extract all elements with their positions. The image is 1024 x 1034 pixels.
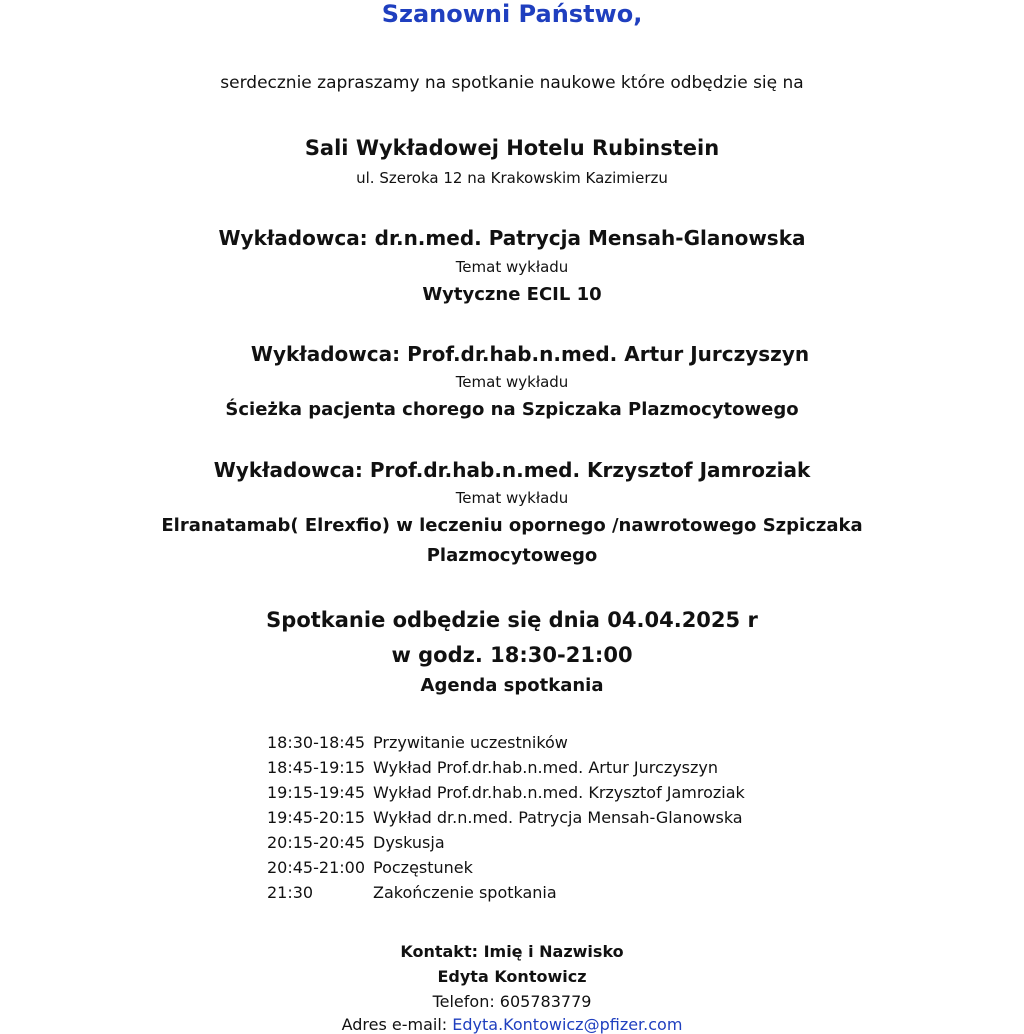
lecture-topic-2: Ścieżka pacjenta chorego na Szpiczaka Plazmocytowego xyxy=(225,399,799,420)
agenda-title: Agenda spotkania xyxy=(420,675,604,696)
contact-phone: Telefon: 605783779 xyxy=(432,992,592,1011)
agenda-time: 21:30 xyxy=(267,883,314,902)
contact-label-rest: : Imię i Nazwisko xyxy=(471,942,624,961)
agenda-row xyxy=(267,760,718,776)
lecture-topic-1: Wytyczne ECIL 10 xyxy=(422,284,602,305)
contact-email-link[interactable]: Edyta.Kontowicz@pfizer.com xyxy=(452,1015,683,1034)
contact-email-line xyxy=(0,1017,1024,1033)
agenda-time: 19:15-19:45 xyxy=(267,783,365,802)
lecturer-2: Wykładowca: Prof.dr.hab.n.med. Artur Jurczyszyn xyxy=(250,342,810,366)
agenda-item: Dyskusja xyxy=(373,833,445,852)
agenda-row xyxy=(267,860,473,876)
lecturer-1: Wykładowca: dr.n.med. Patrycja Mensah-Glanowska xyxy=(218,226,806,250)
topic-label-2: Temat wykładu xyxy=(455,373,569,391)
agenda-item: Poczęstunek xyxy=(373,858,473,877)
invitation-intro: serdecznie zapraszamy na spotkanie naukowe które odbędzie się na xyxy=(220,73,804,93)
meeting-date: Spotkanie odbędzie się dnia 04.04.2025 r xyxy=(266,608,758,632)
agenda-time: 18:30-18:45 xyxy=(267,733,365,752)
agenda-item: Zakończenie spotkania xyxy=(373,883,557,902)
agenda-row xyxy=(267,785,745,801)
agenda-item: Wykład dr.n.med. Patrycja Mensah-Glanowska xyxy=(373,808,743,827)
agenda-row xyxy=(267,810,743,826)
venue-name: Sali Wykładowej Hotelu Rubinstein xyxy=(304,136,720,160)
agenda-row xyxy=(267,835,445,851)
meeting-time: w godz. 18:30-21:00 xyxy=(391,643,633,667)
lecture-topic-3-line-2: Plazmocytowego xyxy=(426,545,598,566)
agenda-row xyxy=(267,735,568,751)
agenda-time: 20:15-20:45 xyxy=(267,833,365,852)
topic-label-3: Temat wykładu xyxy=(455,489,569,507)
greeting-heading: Szanowni Państwo, xyxy=(381,0,643,28)
agenda-item: Przywitanie uczestników xyxy=(373,733,568,752)
agenda-time: 18:45-19:15 xyxy=(267,758,365,777)
contact-name: Edyta Kontowicz xyxy=(437,967,587,986)
topic-label-1: Temat wykładu xyxy=(455,258,569,276)
agenda-time: 20:45-21:00 xyxy=(267,858,365,877)
agenda-row xyxy=(267,885,557,901)
agenda-item: Wykład Prof.dr.hab.n.med. Krzysztof Jamroziak xyxy=(373,783,745,802)
lecture-topic-3-line-1: Elranatamab( Elrexfio) w leczeniu opornego /nawrotowego Szpiczaka xyxy=(161,515,863,536)
venue-address: ul. Szeroka 12 na Krakowskim Kazimierzu xyxy=(356,169,668,187)
agenda-time: 19:45-20:15 xyxy=(267,808,365,827)
agenda-item: Wykład Prof.dr.hab.n.med. Artur Jurczyszyn xyxy=(373,758,719,777)
contact-header xyxy=(0,944,1024,960)
contact-label: Kontakt xyxy=(400,942,472,961)
lecturer-3: Wykładowca: Prof.dr.hab.n.med. Krzysztof Jamroziak xyxy=(213,458,811,482)
contact-email-prefix: Adres e-mail: xyxy=(341,1015,453,1034)
